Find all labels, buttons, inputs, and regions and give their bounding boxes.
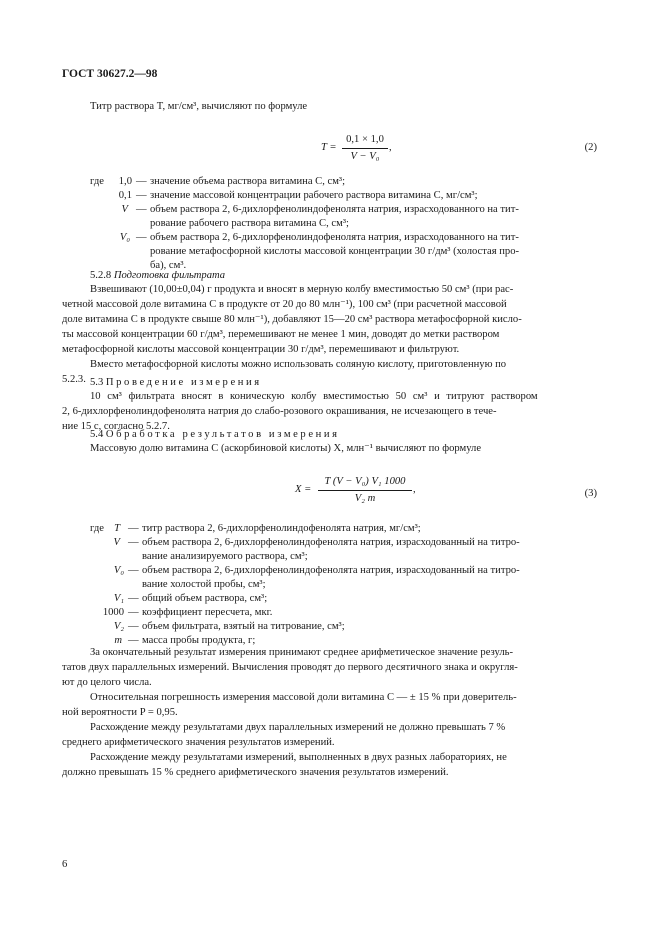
def-dash: — [136, 204, 147, 215]
def-symbol: 0,1 [118, 190, 132, 201]
def-text: вание анализируемого раствора, см³; [142, 551, 308, 562]
def-symbol: V₂ [113, 621, 124, 632]
def-prefix: где [90, 523, 104, 534]
def-symbol: 1000 [102, 607, 124, 618]
def-dash: — [128, 621, 139, 632]
def-symbol: V₀ [119, 232, 130, 243]
def-dash: — [128, 593, 139, 604]
def-text: общий объем раствора, см³; [142, 593, 268, 604]
def-text: значение массовой концентрации рабочего раствора витамина С, мг/см³; [150, 190, 478, 201]
def-text: рование метафосфорной кислоты массовой концентрации 30 г/дм³ (холостая про- [150, 246, 520, 257]
def-symbol: V₀ [113, 565, 124, 576]
formula2-numerator: 0,1 × 1,0 [342, 132, 388, 149]
formula2-denominator: V − V₀ [350, 151, 380, 162]
formula3-lhs: X = [295, 484, 312, 495]
def-symbol: V [113, 537, 120, 548]
section-5-4-heading: 5.4 Обработка результатов измерения [90, 429, 340, 440]
final-paragraphs: За окончательный результат измерения принимают среднее арифметическое значение резуль- татов двух параллельных измерений. Вычисления проводят до первого десятичного знака и округля- ют до целого числа. Относительная погрешность измерения массовой доли витамина С — ± 15 % при доверитель- ной вероятности P = 0,95. Расхождение между результатами двух параллельных измерений не должно превышать 7 % среднего арифметического значения результатов измерений. Расхождение между результатами измерений, выполненных в двух разных лабораториях, не должно превышать 15 % среднего арифметического значения результатов измерений. [62, 647, 518, 778]
document-header: ГОСТ 30627.2—98 [62, 68, 158, 80]
def-symbol: V [121, 204, 128, 215]
section-5-3-heading: 5.3 Проведение измерения [90, 377, 262, 388]
section-title: Проведение измерения [105, 377, 262, 388]
def-text: ба), см³. [150, 260, 187, 271]
titr-intro: Титр раствора T, мг/см³, вычисляют по формуле [90, 101, 308, 112]
section-5-4-intro: Массовую долю витамина С (аскорбиновой кислоты) X, млн⁻¹ вычисляют по формуле [90, 443, 482, 454]
def-symbol: 1,0 [118, 176, 132, 187]
def-dash: — [128, 635, 139, 646]
def-text: объем раствора 2, 6-дихлорфенолиндофенолята натрия, израсходованного на тит- [150, 232, 519, 243]
section-title: Подготовка фильтрата [113, 270, 226, 281]
def-dash: — [136, 176, 147, 187]
def-text: титр раствора 2, 6-дихлорфенолиндофенолята натрия, мг/см³; [142, 523, 421, 534]
page-number: 6 [62, 859, 68, 870]
def-text: объем раствора 2, 6-дихлорфенолиндофенолята натрия, израсходованный на титро- [142, 537, 520, 548]
section-5-2-8-heading: 5.2.8 Подготовка фильтрата [90, 270, 226, 281]
def-text: коэффициент пересчета, мкг. [142, 607, 273, 618]
formula3-number: (3) [584, 488, 597, 499]
def-text: объем фильтрата, взятый на титрование, см³; [142, 621, 345, 632]
formula3-tail: , [413, 484, 416, 495]
def-dash: — [128, 607, 139, 618]
def-dash: — [136, 190, 147, 201]
section-title: Обработка результатов измерения [105, 429, 340, 440]
def-text: объем раствора 2, 6-дихлорфенолиндофенолята натрия, израсходованный на титро- [142, 565, 520, 576]
formula2-tail: , [389, 142, 392, 153]
section-5-3-text: 10 см³ фильтрата вносят в коническую колбу вместимостью 50 см³ и титруют раствором 2, 6-дихлорфенолиндофенолята натрия до слабо-розового окрашивания, не исчезающего в тече- ние 15 с, согласно 5.2.7. [62, 391, 538, 432]
def-prefix: где [90, 176, 104, 187]
def-text: вание холостой пробы, см³; [142, 579, 266, 590]
def-dash: — [136, 232, 147, 243]
def-dash: — [128, 523, 139, 534]
formula3-fraction [318, 474, 412, 506]
section-5-2-8-text: Взвешивают (10,00±0,04) г продукта и вносят в мерную колбу вместимостью 50 см³ (при рас- четной массовой доле витамина С в продукте от 20 до 80 млн⁻¹), 100 см³ (при расчетной массовой доле витамина С в продукте свыше 80 млн⁻¹), добавляют 15—20 см³ раствора метафосфорной кисло- ты массовой концентрации 60 г/дм³, перемешивают не менее 1 мин, доводят до метки раствором метафосфорной кислоты массовой концентрации 30 г/дм³, перемешивают и фильтруют. Вместо метафосфорной кислоты можно использовать соляную кислоту, приготовленную по 5.2.3. [62, 284, 522, 385]
def-dash: — [128, 565, 139, 576]
def-text: объем раствора 2, 6-дихлорфенолиндофенолята натрия, израсходованного на тит- [150, 204, 519, 215]
def-symbol: V₁ [113, 593, 124, 604]
formula2-lhs: T = [321, 142, 337, 153]
formula2-fraction [342, 132, 388, 164]
def-text: значение объема раствора витамина С, см³; [150, 176, 346, 187]
formula3-denominator: V₂ m [354, 493, 376, 504]
def-dash: — [128, 537, 139, 548]
def-text: масса пробы продукта, г; [142, 635, 256, 646]
formula3-numerator: T (V − V₀) V₁ 1000 [318, 474, 412, 491]
def-text: рование рабочего раствора витамина С, см³; [150, 218, 349, 229]
def-symbol: T [114, 523, 120, 534]
formula2-number: (2) [584, 142, 597, 153]
def-symbol: m [114, 635, 122, 646]
